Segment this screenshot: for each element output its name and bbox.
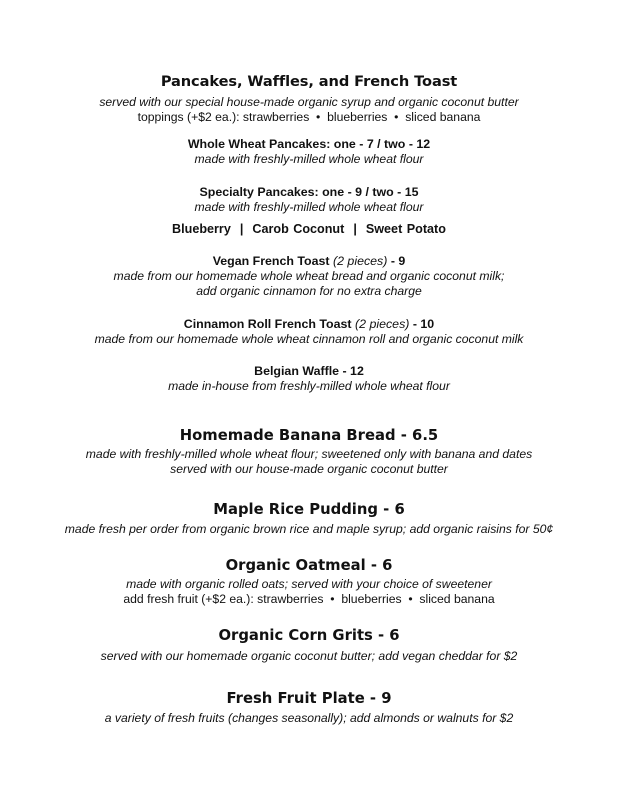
section-description: made fresh per order from organic brown rice and maple syrup; add organic raisins for 50¢ [64,522,554,536]
item-price: - 10 [412,317,435,331]
whole-wheat-pancakes-item [0,137,618,167]
item-name: Specialty Pancakes: one - 9 / two - 15 [199,185,419,199]
banana-bread-description [0,447,618,477]
oatmeal-section [0,557,618,575]
toppings-line: toppings (+$2 ea.): strawberries • blueberries • sliced banana [137,110,481,124]
item-description-2: add organic cinnamon for no extra charge [196,284,422,298]
flavor-sweet-potato: Sweet Potato [365,222,446,236]
pancakes-section [0,73,618,91]
section-description: made with freshly-milled whole wheat flour; sweetened only with banana and dates [85,447,533,461]
section-title: Organic Oatmeal - 6 [225,557,393,574]
pancakes-description [0,95,618,125]
rice-pudding-description [0,522,618,537]
vegan-french-toast-item [0,254,618,299]
flavor-separator: | [353,222,357,236]
section-title: Organic Corn Grits - 6 [218,627,400,644]
section-description-2: served with our house-made organic coconut butter [170,462,448,476]
section-description: served with our homemade organic coconut butter; add vegan cheddar for $2 [100,649,518,663]
item-name: Whole Wheat Pancakes: one - 7 / two - 12 [187,137,431,151]
corn-grits-description [0,649,618,664]
corn-grits-section [0,627,618,645]
section-title: Pancakes, Waffles, and French Toast [160,73,458,90]
section-title: Homemade Banana Bread - 6.5 [179,427,439,444]
banana-bread-section [0,427,618,445]
item-name: Cinnamon Roll French Toast [183,317,352,331]
item-name: Belgian Waffle - 12 [254,364,364,378]
item-pieces: (2 pieces) [354,317,410,331]
specialty-flavors [0,221,618,237]
item-description: made with freshly-milled whole wheat flour [194,152,424,166]
flavor-carob-coconut: Carob Coconut [252,222,345,236]
section-description: served with our special house-made organic syrup and organic coconut butter [99,95,519,109]
item-description: made in-house from freshly-milled whole wheat flour [168,379,450,393]
fruit-plate-section [0,690,618,708]
item-description: made from our homemade whole wheat cinnamon roll and organic coconut milk [94,332,524,346]
item-name: Vegan French Toast [212,254,330,268]
section-description: made with organic rolled oats; served with your choice of sweetener [126,577,492,591]
cinnamon-roll-french-toast-item [0,317,618,347]
item-pieces: (2 pieces) [332,254,388,268]
belgian-waffle-item [0,364,618,394]
section-title: Maple Rice Pudding - 6 [213,501,405,518]
section-title: Fresh Fruit Plate - 9 [226,690,392,707]
specialty-pancakes-item [0,185,618,215]
oatmeal-description [0,577,618,607]
item-price: - 9 [390,254,406,268]
flavor-separator: | [239,222,244,236]
item-description: made from our homemade whole wheat bread and organic coconut milk; [113,269,505,283]
flavor-blueberry: Blueberry [172,222,231,236]
rice-pudding-section [0,501,618,519]
addons-line: add fresh fruit (+$2 ea.): strawberries • blueberries • sliced banana [123,592,495,606]
fruit-plate-description [0,711,618,726]
item-description: made with freshly-milled whole wheat flour [194,200,424,214]
section-description: a variety of fresh fruits (changes seasonally); add almonds or walnuts for $2 [104,711,514,725]
